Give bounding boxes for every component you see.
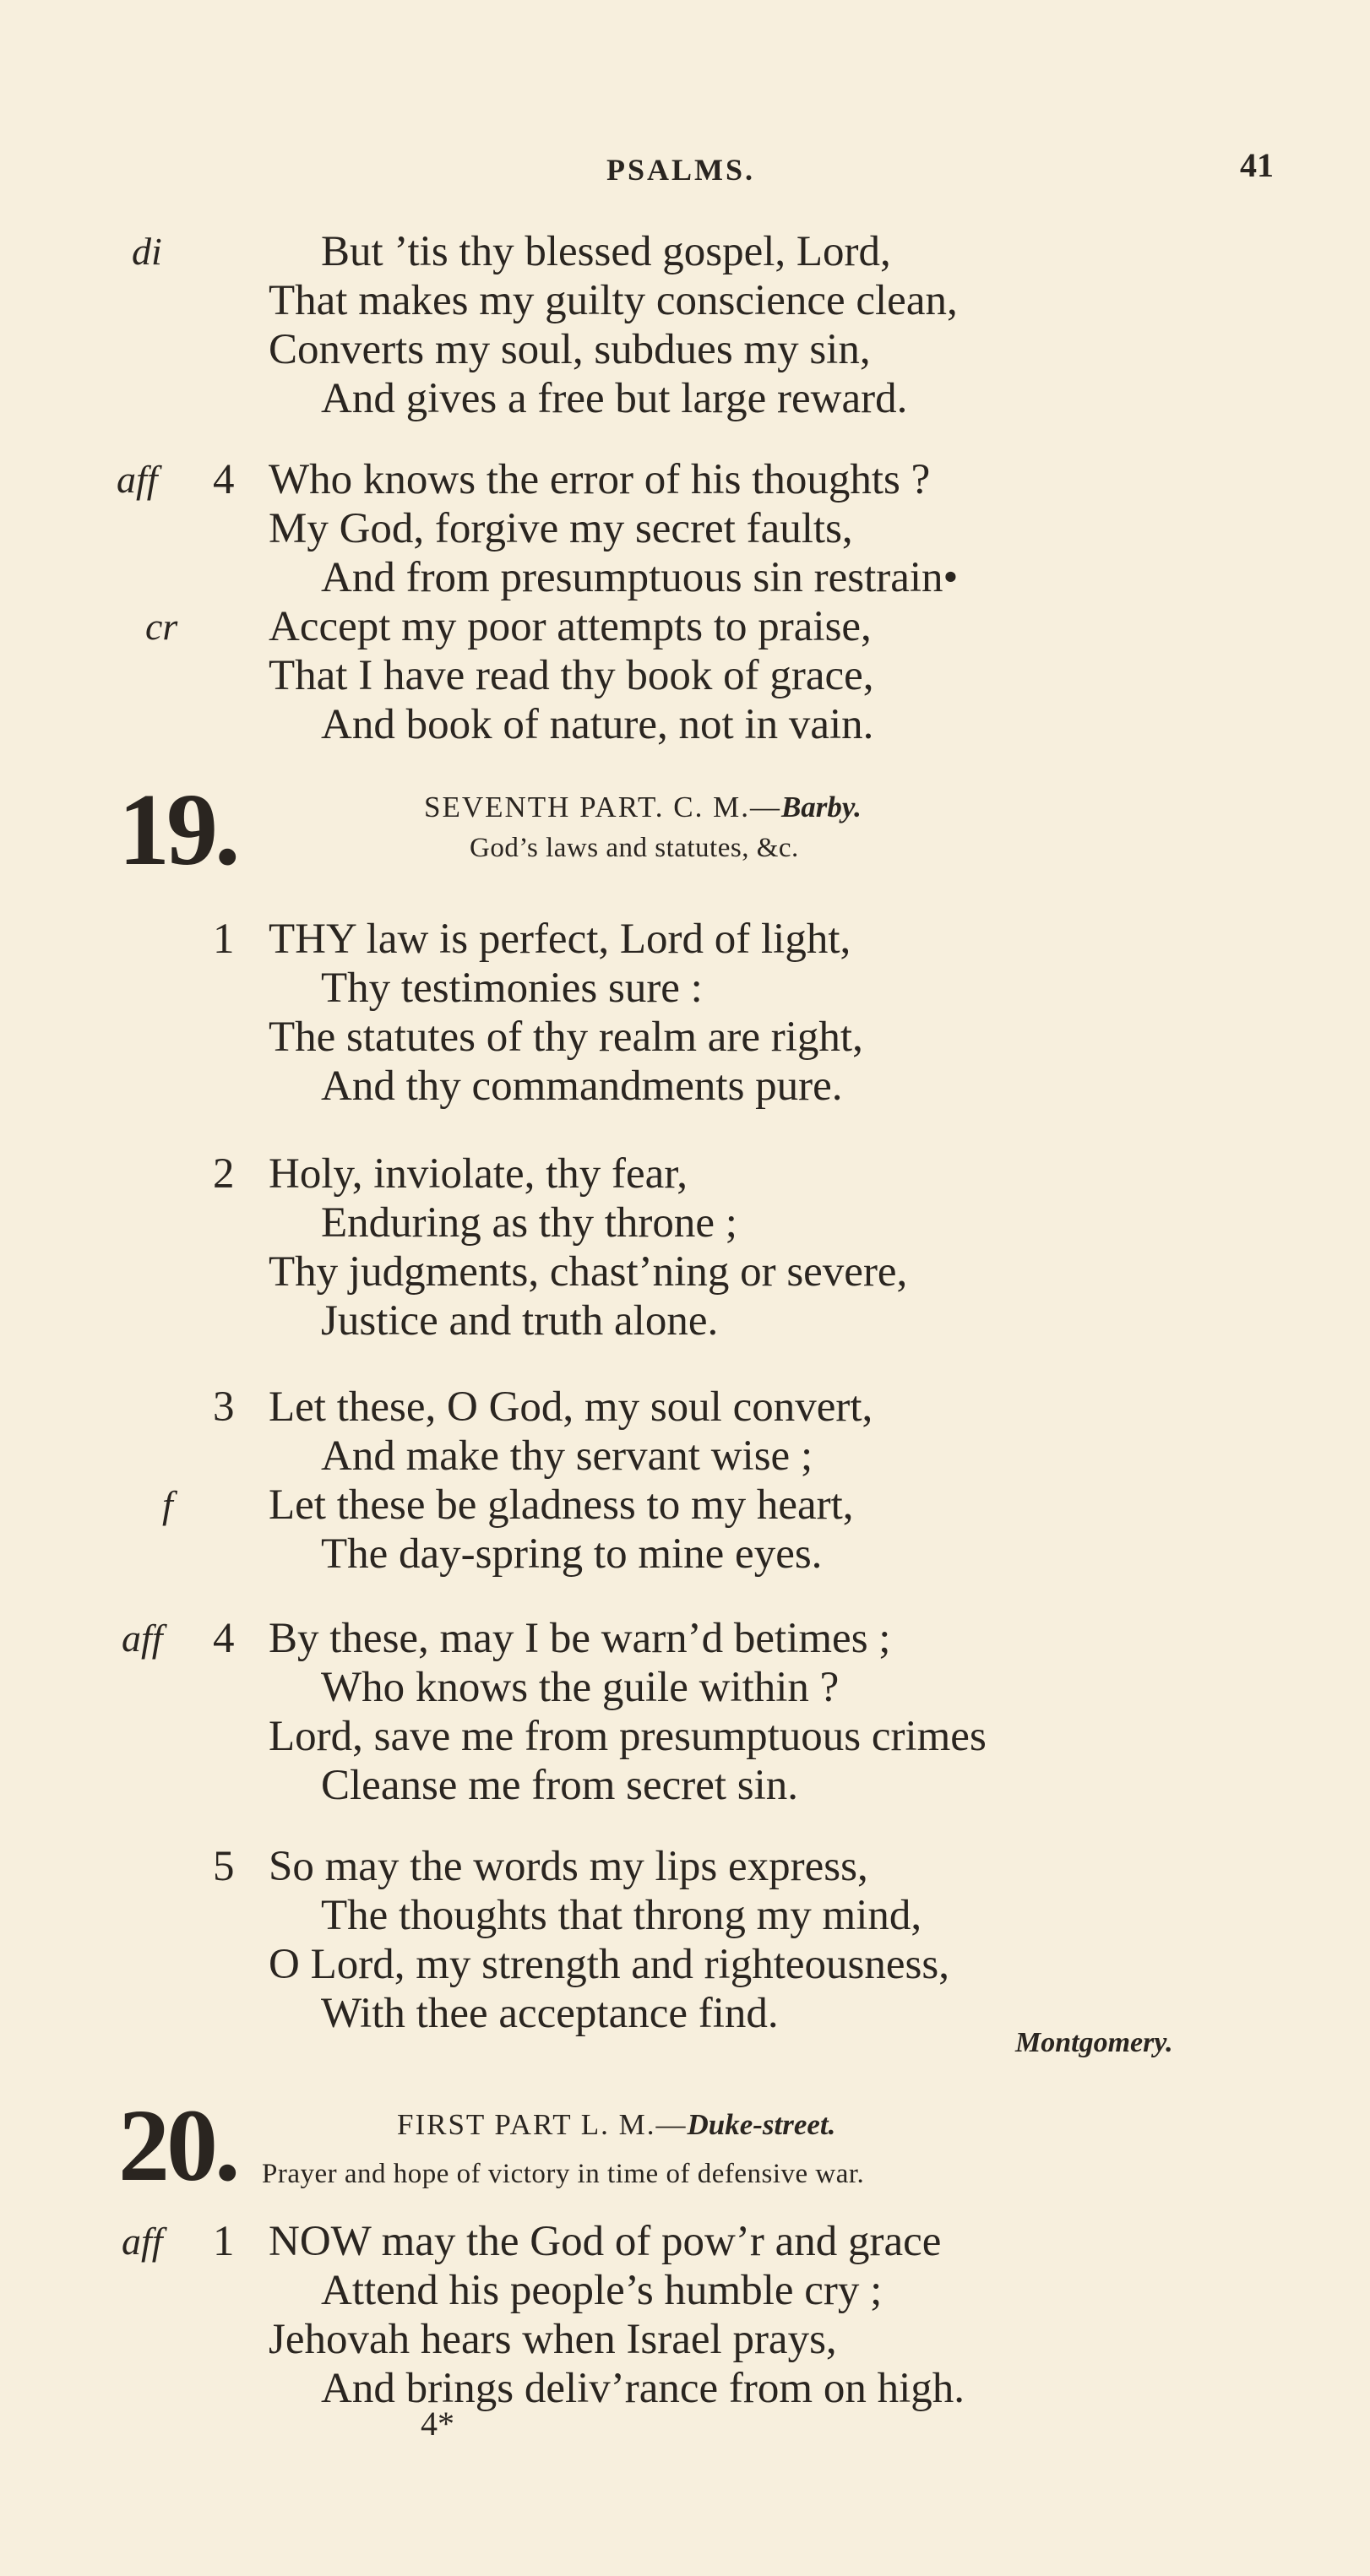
stanza-number: 4	[213, 1615, 235, 1662]
verse-line: 1 THY law is perfect, Lord of light,	[213, 916, 851, 963]
verse-line: My God, forgive my secret faults,	[269, 505, 853, 552]
verse-line: di But ’tis thy blessed gospel, Lord,	[132, 228, 891, 275]
verse-line: aff 4 By these, may I be warn’d betimes ;	[122, 1615, 891, 1662]
psalm-number: 20.	[118, 2089, 237, 2203]
verse-line: The thoughts that throng my mind,	[321, 1892, 922, 1939]
stanza-number: 3	[213, 1383, 235, 1431]
part-heading: FIRST PART L. M.—Duke-street.	[397, 2108, 836, 2141]
verse-line: Justice and truth alone.	[321, 1297, 719, 1345]
dynamic-mark: aff	[122, 2220, 163, 2263]
verse-line: Attend his people’s humble cry ;	[321, 2267, 883, 2314]
page-number: 41	[1240, 146, 1274, 184]
tune-name: Barby.	[780, 791, 862, 823]
verse-line: Converts my soul, subdues my sin,	[269, 326, 871, 373]
stanza-number: 5	[213, 1843, 235, 1890]
verse-line: cr Accept my poor attempts to praise,	[145, 603, 872, 650]
verse-line: And book of nature, not in vain.	[321, 701, 874, 748]
verse-line: 3 Let these, O God, my soul convert,	[213, 1383, 873, 1431]
psalm-number: 19.	[118, 773, 237, 887]
verse-line: Thy testimonies sure :	[321, 965, 703, 1012]
verse-line: The statutes of thy realm are right,	[269, 1014, 863, 1061]
verse-line: And from presumptuous sin restrain•	[321, 554, 959, 601]
dynamic-mark: f	[162, 1483, 173, 1526]
verse-line: 5 So may the words my lips express,	[213, 1843, 868, 1890]
verse-line: And thy commandments pure.	[321, 1062, 843, 1110]
dynamic-mark: cr	[145, 605, 178, 648]
verse-line: aff 1 NOW may the God of pow’r and grace	[122, 2218, 942, 2265]
verse-line: And make thy servant wise ;	[321, 1432, 813, 1480]
verse-line: The day-spring to mine eyes.	[321, 1530, 823, 1578]
tune-name: Duke-street.	[687, 2108, 836, 2141]
stanza-number: 2	[213, 1150, 235, 1198]
verse-line: With thee acceptance find.	[321, 1990, 779, 2037]
verse-line: And gives a free but large reward.	[321, 375, 908, 422]
running-head: PSALMS.	[606, 153, 756, 187]
verse-line: Cleanse me from secret sin.	[321, 1762, 799, 1809]
verse-line: 2 Holy, inviolate, thy fear,	[213, 1150, 688, 1198]
verse-line: Enduring as thy throne ;	[321, 1199, 737, 1247]
part-heading: SEVENTH PART. C. M.—Barby.	[424, 791, 862, 823]
psalm-subtitle: Prayer and hope of victory in time of defensive war.	[262, 2159, 865, 2189]
stanza-number: 1	[213, 916, 235, 963]
stanza-number: 4	[213, 456, 235, 503]
verse-line: And brings deliv’rance from on high.	[321, 2365, 965, 2412]
verse-line: Who knows the guile within ?	[321, 1664, 840, 1711]
author-attribution: Montgomery.	[1015, 2027, 1173, 2058]
dynamic-mark: aff	[117, 458, 158, 501]
verse-line: O Lord, my strength and righteousness,	[269, 1941, 949, 1988]
dynamic-mark: di	[132, 230, 162, 273]
verse-line: Jehovah hears when Israel prays,	[269, 2316, 837, 2363]
verse-line: aff 4 Who knows the error of his thoughts ?	[117, 456, 931, 503]
verse-line: Lord, save me from presumptuous crimes	[269, 1713, 987, 1760]
verse-line: That makes my guilty conscience clean,	[269, 277, 958, 324]
psalm-subtitle: God’s laws and statutes, &c.	[470, 833, 799, 863]
stanza-number: 1	[213, 2218, 235, 2265]
verse-line: f Let these be gladness to my heart,	[162, 1481, 854, 1529]
dynamic-mark: aff	[122, 1617, 163, 1660]
verse-line: That I have read thy book of grace,	[269, 652, 874, 699]
signature-mark: 4*	[421, 2405, 454, 2443]
verse-line: Thy judgments, chast’ning or severe,	[269, 1248, 908, 1296]
